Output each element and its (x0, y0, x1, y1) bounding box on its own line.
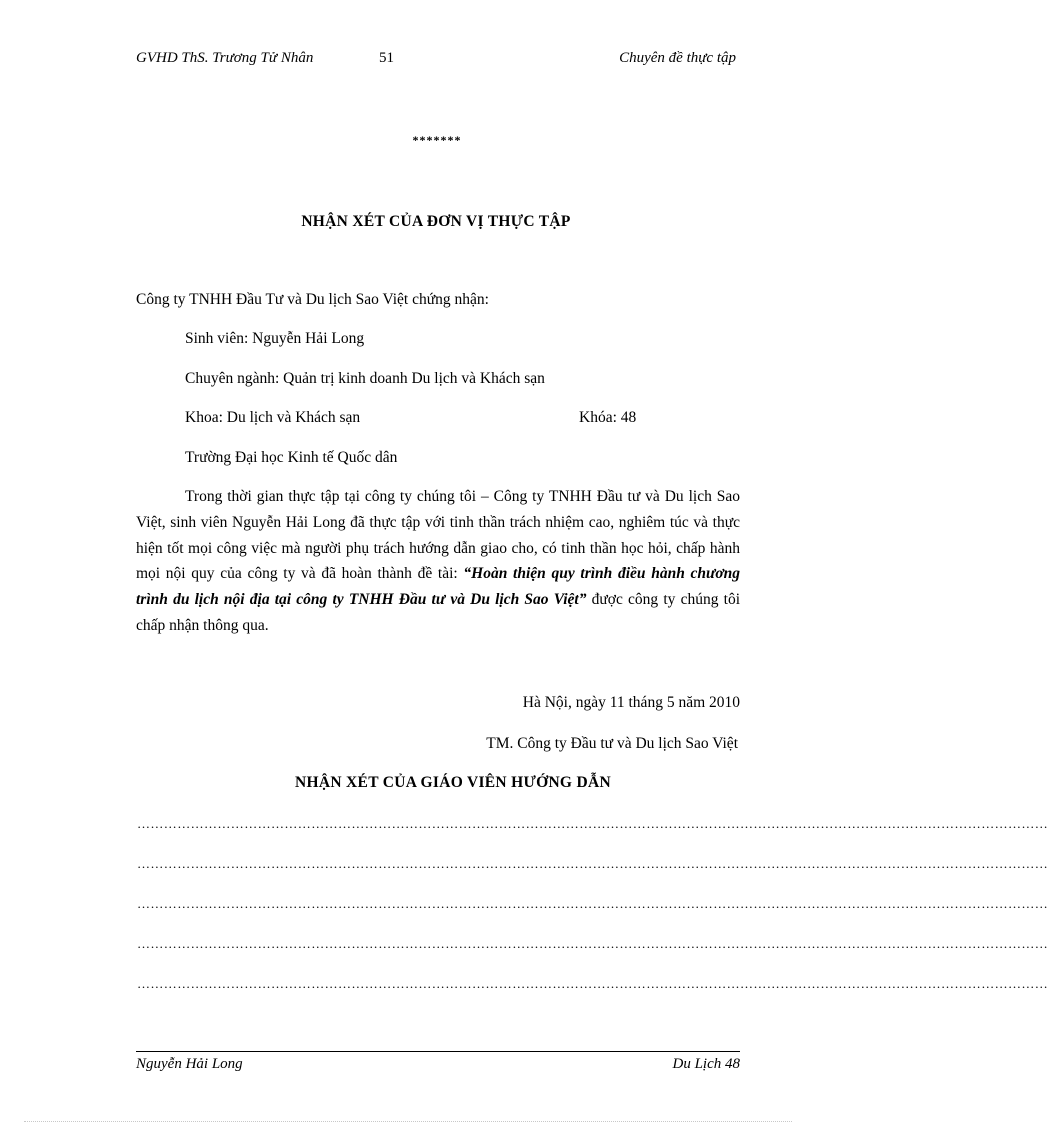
signature-on-behalf: TM. Công ty Đầu tư và Du lịch Sao Việt (486, 735, 738, 752)
header-document-type: Chuyên đề thực tập (619, 50, 736, 66)
signature-date: Hà Nội, ngày 11 tháng 5 năm 2010 (522, 694, 740, 711)
page-title: NHẬN XÉT CỦA ĐƠN VỊ THỰC TẬP (301, 213, 571, 230)
comment-line: …………………………………………………………………………………………………………………………………………………………………………………… (137, 976, 1048, 991)
paragraph-topic: “Hoàn thiện quy trình điều hành chương trình du lịch nội địa tại công ty TNHH Đầu tư và Du lịch Sao Việt” (136, 565, 741, 609)
student-cohort: Khóa: 48 (579, 409, 637, 426)
footer-class: Du Lịch 48 (672, 1056, 740, 1072)
comment-line: …………………………………………………………………………………………………………………………………………………………………………………… (137, 856, 1048, 871)
header-instructor: GVHD ThS. Trương Tử Nhân (136, 50, 314, 66)
student-university: Trường Đại học Kinh tế Quốc dân (185, 449, 398, 466)
footer-divider (136, 1051, 740, 1052)
student-major: Chuyên ngành: Quản trị kinh doanh Du lịch và Khách sạn (185, 370, 545, 387)
separator-stars: ******* (412, 133, 462, 147)
student-name: Sinh viên: Nguyễn Hải Long (185, 330, 365, 347)
paragraph-part2: được công ty chúng tôi chấp nhận thông qua. (136, 591, 741, 634)
paragraph-part1: Trong thời gian thực tập tại công ty chúng tôi – Công ty TNHH Đầu tư và Du lịch Sao Việt, sinh viên Nguyễn Hải Long đã thực tập với tinh thần trách nhiệm cao, nghiêm túc và thực hiện tốt mọi công việc mà người phụ trách hướng dẫn giao cho, có tinh thần học hỏi, chấp hành mọi nội quy của công ty và đã hoàn thành đề tài: (136, 488, 740, 583)
student-faculty: Khoa: Du lịch và Khách sạn (185, 409, 361, 426)
footer-author: Nguyễn Hải Long (136, 1056, 243, 1072)
comment-line: …………………………………………………………………………………………………………………………………………………………………………………… (137, 816, 1048, 831)
certification-intro: Công ty TNHH Đầu Tư và Du lịch Sao Việt chứng nhận: (136, 291, 489, 308)
page-edge-divider (24, 1121, 792, 1122)
page-number: 51 (379, 50, 394, 66)
instructor-section-title: NHẬN XÉT CỦA GIÁO VIÊN HƯỚNG DẪN (295, 774, 611, 791)
comment-line: …………………………………………………………………………………………………………………………………………………………………………………… (137, 936, 1048, 951)
comment-line: …………………………………………………………………………………………………………………………………………………………………………………… (137, 896, 1048, 911)
evaluation-paragraph (136, 484, 740, 639)
